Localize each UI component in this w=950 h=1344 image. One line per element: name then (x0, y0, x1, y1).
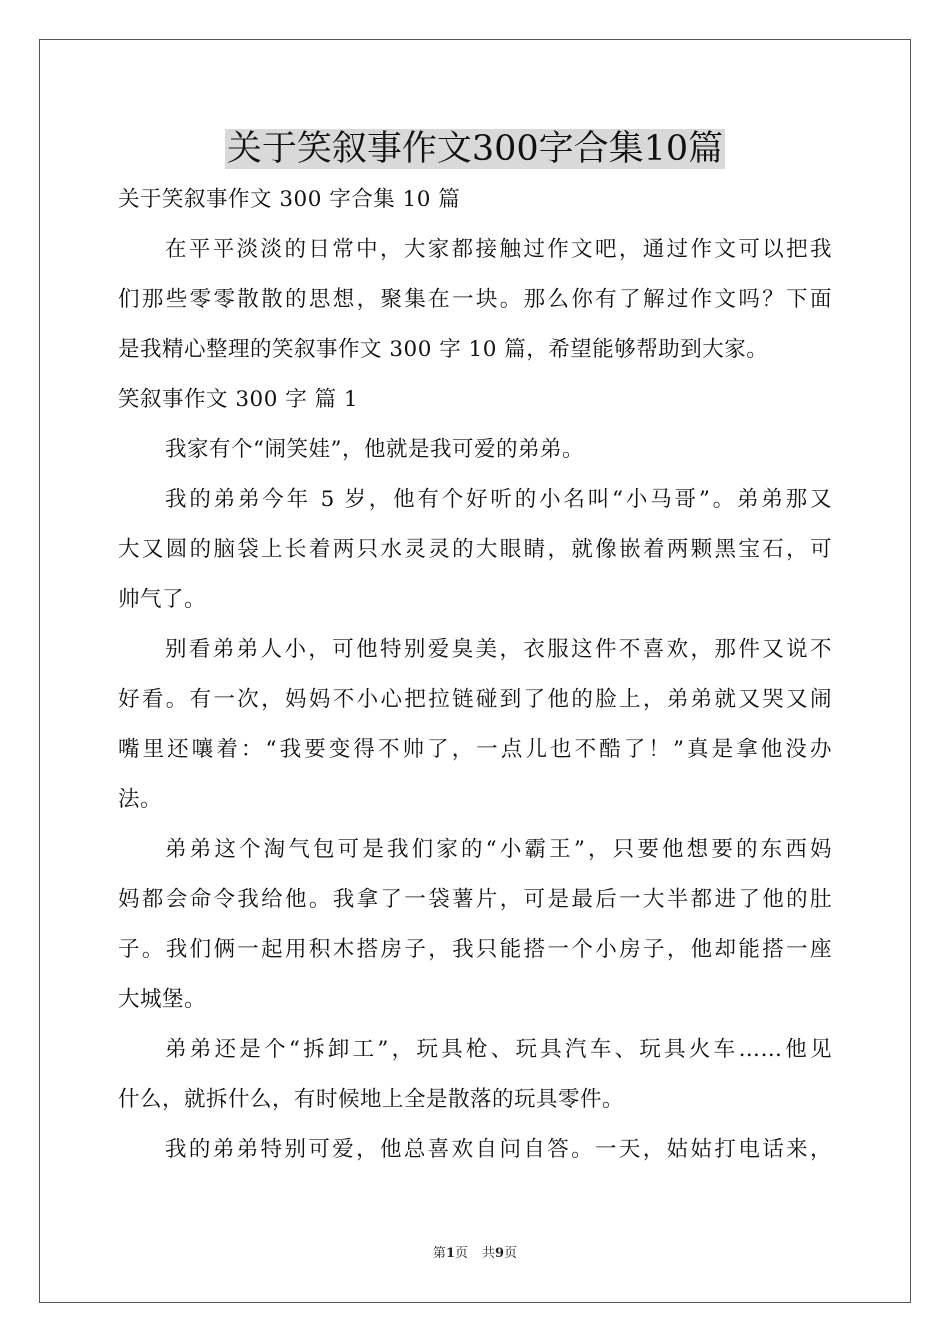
page-footer (0, 1245, 950, 1263)
text-line: 法。 (118, 787, 163, 812)
footer-total-prefix: 共 (482, 1246, 496, 1261)
text-line: 别看弟弟人小，可他特别爱臭美，衣服这件不喜欢，那件又说不 (165, 637, 832, 662)
text-line: 好看。有一次，妈妈不小心把拉链碰到了他的脸上，弟弟就又哭又闹 (118, 687, 832, 712)
document-title (0, 126, 950, 172)
text-line: 大城堡。 (118, 987, 207, 1012)
footer-page-prefix: 第 (432, 1246, 446, 1261)
document-body (118, 175, 832, 1175)
text-line: 是我精心整理的笑叙事作文 300 字 10 篇，希望能够帮助到大家。 (118, 337, 769, 362)
footer-page-number: 1 (445, 1246, 455, 1261)
text-line: 大又圆的脑袋上长着两只水灵灵的大眼睛，就像嵌着两颗黑宝石，可 (118, 537, 832, 562)
text-line: 我的弟弟今年 5 岁，他有个好听的小名叫“小马哥”。弟弟那又 (165, 487, 832, 512)
footer-page-suffix: 页 (454, 1246, 468, 1261)
text-line: 我的弟弟特别可爱，他总喜欢自问自答。一天，姑姑打电话来， (165, 1137, 832, 1162)
text-line: 弟弟这个淘气包可是我们家的“小霸王”，只要他想要的东西妈 (165, 837, 832, 862)
footer-total-suffix: 页 (504, 1246, 518, 1261)
document-title-text: 关于笑叙事作文300字合集10篇 (226, 129, 724, 169)
text-line: 笑叙事作文 300 字 篇 1 (118, 387, 359, 412)
footer-total-pages: 9 (495, 1246, 505, 1261)
text-line: 弟弟还是个“拆卸工”，玩具枪、玩具汽车、玩具火车……他见 (165, 1037, 832, 1062)
text-line: 关于笑叙事作文 300 字合集 10 篇 (118, 187, 461, 212)
text-line: 我家有个“闹笑娃”，他就是我可爱的弟弟。 (165, 437, 584, 462)
text-line: 嘴里还嚷着：“我要变得不帅了，一点儿也不酷了！”真是拿他没办 (118, 737, 832, 762)
text-line: 在平平淡淡的日常中，大家都接触过作文吧，通过作文可以把我 (165, 237, 832, 262)
text-line: 妈都会命令我给他。我拿了一袋薯片，可是最后一大半都进了他的肚 (118, 887, 832, 912)
text-line: 帅气了。 (118, 587, 207, 612)
text-line: 子。我们俩一起用积木搭房子，我只能搭一个小房子，他却能搭一座 (118, 937, 832, 962)
text-line: 们那些零零散散的思想，聚集在一块。那么你有了解过作文吗？下面 (118, 287, 832, 312)
text-line: 什么，就拆什么，有时候地上全是散落的玩具零件。 (118, 1087, 625, 1112)
